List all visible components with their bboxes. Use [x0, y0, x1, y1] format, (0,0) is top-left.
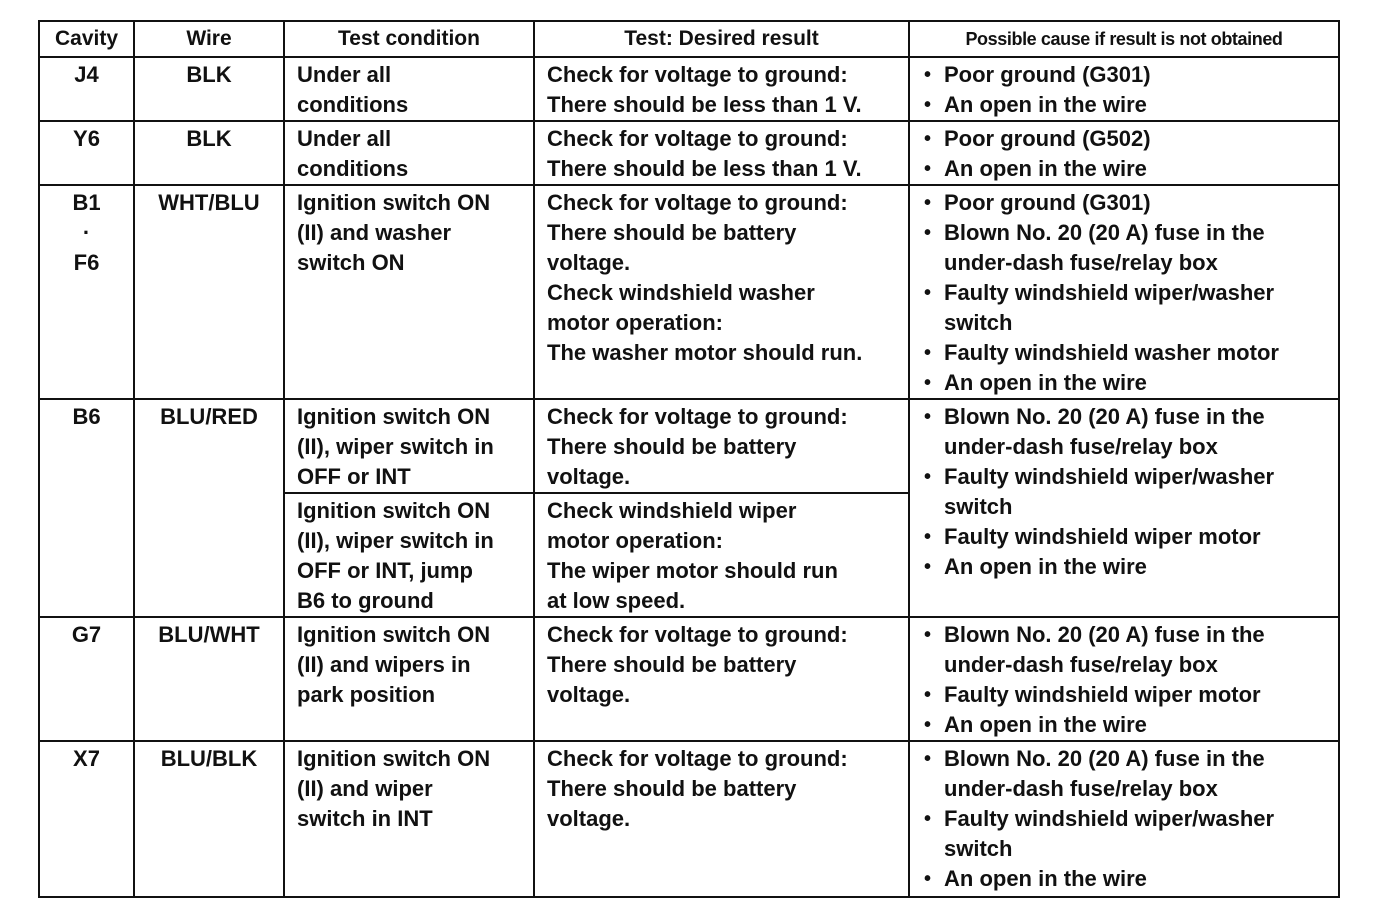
- condition-cell: [284, 493, 534, 617]
- result-text: Check for voltage to ground:: [547, 746, 848, 771]
- cause-cell: [909, 185, 1339, 399]
- cause-item: [922, 710, 1332, 740]
- wire-cell: BLU/RED: [134, 399, 284, 617]
- wire-cell: BLU/WHT: [134, 617, 284, 741]
- result-text: voltage.: [547, 464, 631, 489]
- condition-text: conditions: [297, 156, 409, 181]
- result-text: Check windshield washer: [547, 280, 815, 305]
- result-text: Check for voltage to ground:: [547, 404, 848, 429]
- cause-list: [922, 124, 1332, 184]
- cavity-label: J4: [74, 62, 99, 87]
- result-text: voltage.: [547, 806, 631, 831]
- table-row: [39, 57, 1339, 121]
- cause-text: • An open in the wire: [944, 156, 1147, 181]
- result-text: There should be less than 1 V.: [547, 92, 862, 117]
- result-text: Check for voltage to ground:: [547, 62, 848, 87]
- cause-item: [922, 402, 1332, 462]
- cause-text: under-dash fuse/relay box: [944, 250, 1218, 275]
- result-text: The washer motor should run.: [547, 340, 863, 365]
- cavity-cell: [39, 741, 134, 897]
- cause-text: under-dash fuse/relay box: [944, 652, 1218, 677]
- condition-cell: [284, 121, 534, 185]
- table-row: [39, 185, 1339, 399]
- result-text: Check windshield wiper: [547, 498, 797, 523]
- cavity-cell: [39, 121, 134, 185]
- cavity-label: X7: [73, 746, 100, 771]
- cavity-label: ·: [82, 220, 91, 245]
- condition-cell: [284, 399, 534, 493]
- cause-text: switch: [944, 310, 1013, 335]
- condition-text: (II) and wiper: [297, 776, 433, 801]
- header-wire: Wire: [134, 21, 284, 57]
- cavity-label: G7: [71, 622, 102, 647]
- cavity-label: B1: [72, 190, 101, 215]
- table-row: [39, 741, 1339, 897]
- cause-item: [922, 864, 1332, 894]
- condition-text: (II), wiper switch in: [297, 434, 494, 459]
- cause-cell: [909, 617, 1339, 741]
- condition-text: Ignition switch ON: [297, 404, 491, 429]
- table-row: [39, 617, 1339, 741]
- cavity-cell: [39, 399, 134, 617]
- condition-text: Ignition switch ON: [297, 622, 491, 647]
- wire-cell: BLU/BLK: [134, 741, 284, 897]
- cavity-cell: [39, 185, 134, 399]
- cause-list: [922, 60, 1332, 120]
- cause-text: • Faulty windshield washer motor: [944, 340, 1279, 365]
- condition-text: switch ON: [297, 250, 405, 275]
- cause-text: • An open in the wire: [944, 554, 1147, 579]
- result-text: voltage.: [547, 250, 631, 275]
- result-text: motor operation:: [547, 310, 723, 335]
- cause-cell: [909, 741, 1339, 897]
- cause-text: under-dash fuse/relay box: [944, 434, 1218, 459]
- result-text: Check for voltage to ground:: [547, 126, 848, 151]
- header-row: [39, 21, 1339, 57]
- condition-cell: [284, 741, 534, 897]
- cause-text: • Faulty windshield wiper motor: [944, 524, 1261, 549]
- cause-text: • An open in the wire: [944, 712, 1147, 737]
- condition-text: OFF or INT, jump: [297, 558, 473, 583]
- cause-text: • Poor ground (G502): [944, 126, 1151, 151]
- cause-item: [922, 680, 1332, 710]
- header-test-condition: Test condition: [284, 21, 534, 57]
- cause-item: [922, 338, 1332, 368]
- condition-text: Ignition switch ON: [297, 498, 491, 523]
- cause-item: [922, 278, 1332, 338]
- cause-item: [922, 90, 1332, 120]
- header-possible-cause: Possible cause if result is not obtained: [909, 21, 1339, 57]
- cause-item: [922, 804, 1332, 864]
- result-text: There should be battery: [547, 434, 797, 459]
- result-cell: [534, 493, 909, 617]
- cause-item: [922, 218, 1332, 278]
- result-text: There should be battery: [547, 220, 797, 245]
- result-text: at low speed.: [547, 588, 686, 613]
- result-cell: [534, 741, 909, 897]
- wire-cell: BLK: [134, 121, 284, 185]
- cause-text: • Faulty windshield wiper/washer: [944, 280, 1275, 305]
- cause-item: [922, 124, 1332, 154]
- cause-cell: [909, 121, 1339, 185]
- cause-text: • Poor ground (G301): [944, 62, 1151, 87]
- cause-list: [922, 620, 1332, 740]
- condition-text: (II) and washer: [297, 220, 452, 245]
- cause-item: [922, 744, 1332, 804]
- cause-text: • Blown No. 20 (20 A) fuse in the: [944, 746, 1265, 771]
- cause-text: • An open in the wire: [944, 866, 1147, 891]
- wire-cell: BLK: [134, 57, 284, 121]
- condition-cell: [284, 617, 534, 741]
- cause-text: • Blown No. 20 (20 A) fuse in the: [944, 220, 1265, 245]
- condition-text: Ignition switch ON: [297, 746, 491, 771]
- table-row: [39, 399, 1339, 493]
- cause-list: [922, 744, 1332, 894]
- condition-text: (II), wiper switch in: [297, 528, 494, 553]
- cause-item: [922, 60, 1332, 90]
- result-text: There should be battery: [547, 652, 797, 677]
- cavity-label: Y6: [73, 126, 100, 151]
- condition-text: Ignition switch ON: [297, 190, 491, 215]
- cause-item: [922, 462, 1332, 522]
- result-cell: [534, 57, 909, 121]
- cause-text: • Faulty windshield wiper motor: [944, 682, 1261, 707]
- condition-text: conditions: [297, 92, 409, 117]
- cause-text: switch: [944, 494, 1013, 519]
- cause-item: [922, 552, 1332, 582]
- result-text: There should be battery: [547, 776, 797, 801]
- cause-text: • An open in the wire: [944, 92, 1147, 117]
- wiring-test-table: [38, 20, 1340, 898]
- result-cell: [534, 617, 909, 741]
- cause-list: [922, 188, 1332, 398]
- cause-item: [922, 188, 1332, 218]
- result-text: The wiper motor should run: [547, 558, 838, 583]
- condition-text: OFF or INT: [297, 464, 411, 489]
- cause-cell: [909, 57, 1339, 121]
- cavity-label: F6: [73, 250, 100, 275]
- condition-text: park position: [297, 682, 436, 707]
- cause-text: • Blown No. 20 (20 A) fuse in the: [944, 622, 1265, 647]
- condition-text: B6 to ground: [297, 588, 434, 613]
- result-cell: [534, 185, 909, 399]
- condition-cell: [284, 57, 534, 121]
- result-text: Check for voltage to ground:: [547, 190, 848, 215]
- result-text: There should be less than 1 V.: [547, 156, 862, 181]
- condition-text: Under all: [297, 62, 392, 87]
- result-cell: [534, 121, 909, 185]
- cause-text: • Blown No. 20 (20 A) fuse in the: [944, 404, 1265, 429]
- result-cell: [534, 399, 909, 493]
- cause-item: [922, 368, 1332, 398]
- cause-text: • Faulty windshield wiper/washer: [944, 464, 1275, 489]
- cause-text: under-dash fuse/relay box: [944, 776, 1218, 801]
- cavity-cell: [39, 617, 134, 741]
- cause-text: • Faulty windshield wiper/washer: [944, 806, 1275, 831]
- header-cavity: Cavity: [39, 21, 134, 57]
- result-text: voltage.: [547, 682, 631, 707]
- cause-cell: [909, 399, 1339, 617]
- condition-text: Under all: [297, 126, 392, 151]
- condition-cell: [284, 185, 534, 399]
- cavity-label: B6: [72, 404, 101, 429]
- wire-cell: WHT/BLU: [134, 185, 284, 399]
- result-text: motor operation:: [547, 528, 723, 553]
- header-desired-result: Test: Desired result: [534, 21, 909, 57]
- cause-item: [922, 154, 1332, 184]
- table-body: [39, 57, 1339, 897]
- cause-item: [922, 522, 1332, 552]
- cause-list: [922, 402, 1332, 582]
- cause-text: • Poor ground (G301): [944, 190, 1151, 215]
- result-text: Check for voltage to ground:: [547, 622, 848, 647]
- cause-text: switch: [944, 836, 1013, 861]
- cavity-cell: [39, 57, 134, 121]
- cause-item: [922, 620, 1332, 680]
- table-row: [39, 121, 1339, 185]
- cause-text: • An open in the wire: [944, 370, 1147, 395]
- condition-text: (II) and wipers in: [297, 652, 471, 677]
- condition-text: switch in INT: [297, 806, 433, 831]
